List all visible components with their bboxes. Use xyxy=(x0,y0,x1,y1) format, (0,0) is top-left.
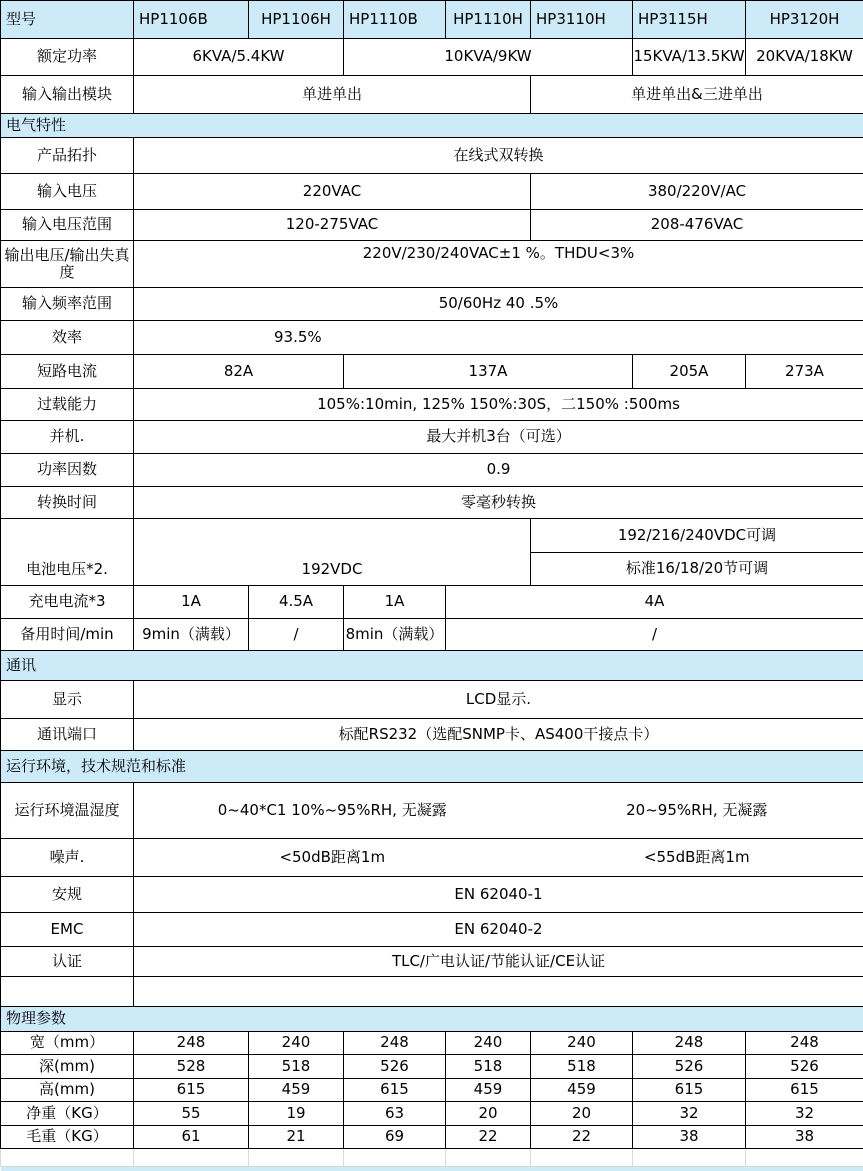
spec-value: 459 xyxy=(531,1079,633,1102)
header-model-hp1106b: HP1106B xyxy=(134,1,249,39)
spec-value: 4A xyxy=(446,586,863,619)
spec-value: 615 xyxy=(633,1079,746,1102)
spec-value: 518 xyxy=(249,1055,344,1079)
row-label: 额定功率 xyxy=(1,39,134,76)
header-model-hp3115h: HP3115H xyxy=(633,1,746,39)
spec-value: 15KVA/13.5KW xyxy=(633,39,746,76)
spec-value: 615 xyxy=(134,1079,249,1102)
header-row xyxy=(1,1,863,39)
row-input-voltage xyxy=(1,174,863,210)
row-label: 净重（KG） xyxy=(1,1102,134,1126)
spec-value: <50dB距离1m xyxy=(134,839,531,877)
row-label: 电池电压*2. xyxy=(1,519,134,586)
spec-value: <55dB距离1m xyxy=(531,839,863,877)
spec-value: 8min（满载） xyxy=(344,619,446,651)
row-label: 备用时间/min xyxy=(1,619,134,651)
spec-value: 20 xyxy=(531,1102,633,1126)
spec-value: 528 xyxy=(134,1055,249,1079)
spec-value: 615 xyxy=(344,1079,446,1102)
spec-value: 9min（满载） xyxy=(134,619,249,651)
row-label: 输入电压范围 xyxy=(1,210,134,241)
spec-value: 240 xyxy=(446,1032,531,1055)
spec-value: 192/216/240VDC可调 xyxy=(531,519,863,553)
row-label: 认证 xyxy=(1,947,134,977)
section-communication xyxy=(1,651,863,681)
row-backup-time xyxy=(1,619,863,651)
section-physical xyxy=(1,1007,863,1032)
spec-value: 208-476VAC xyxy=(531,210,863,241)
row-safety xyxy=(1,877,863,913)
section-environment xyxy=(1,751,863,783)
row-label: 输入电压 xyxy=(1,174,134,210)
spec-value: 105%:10min, 125% 150%:30S，二150% :500ms xyxy=(134,389,863,421)
spec-value: 192VDC xyxy=(134,519,531,586)
empty-cell xyxy=(446,1149,531,1167)
spec-value: 22 xyxy=(531,1126,633,1149)
row-depth xyxy=(1,1055,863,1079)
spec-value: 248 xyxy=(633,1032,746,1055)
spec-value: 518 xyxy=(531,1055,633,1079)
row-charge-current xyxy=(1,586,863,619)
spec-value: 38 xyxy=(633,1126,746,1149)
row-label: 运行环境温湿度 xyxy=(1,783,134,839)
spec-value: 32 xyxy=(633,1102,746,1126)
spec-value: 240 xyxy=(249,1032,344,1055)
spec-value: 32 xyxy=(746,1102,863,1126)
header-model-hp3110h: HP3110H xyxy=(531,1,633,39)
spec-value: 248 xyxy=(134,1032,249,1055)
spec-value: 240 xyxy=(531,1032,633,1055)
row-overload xyxy=(1,389,863,421)
row-power-factor xyxy=(1,454,863,487)
row-transfer-time xyxy=(1,487,863,519)
empty-cell xyxy=(1,1149,134,1167)
spec-value: 459 xyxy=(446,1079,531,1102)
spec-value: 19 xyxy=(249,1102,344,1126)
spec-value: 526 xyxy=(633,1055,746,1079)
spec-value: EN 62040-2 xyxy=(134,913,863,947)
spec-value: 220VAC xyxy=(134,174,531,210)
row-label: 功率因数 xyxy=(1,454,134,487)
row-input-voltage-range xyxy=(1,210,863,241)
spec-value: 单进单出 xyxy=(134,76,531,114)
spec-value: 220V/230/240VAC±1 %。THDU<3% xyxy=(134,241,863,288)
row-certification xyxy=(1,947,863,977)
empty-cell xyxy=(633,1149,746,1167)
row-label: 产品拓扑 xyxy=(1,138,134,174)
empty-cell xyxy=(344,1149,446,1167)
spec-value: 20KVA/18KW xyxy=(746,39,863,76)
spec-value: EN 62040-1 xyxy=(134,877,863,913)
row-label: 过载能力 xyxy=(1,389,134,421)
row-label: 安规 xyxy=(1,877,134,913)
row-label: 输入输出模块 xyxy=(1,76,134,114)
spec-value: 1A xyxy=(344,586,446,619)
spec-value: 22 xyxy=(446,1126,531,1149)
spec-value: 21 xyxy=(249,1126,344,1149)
spec-value: 55 xyxy=(134,1102,249,1126)
row-label: 输出电压/输出失真度 xyxy=(1,241,134,288)
row-width xyxy=(1,1032,863,1055)
spec-value: 4.5A xyxy=(249,586,344,619)
spec-value: LCD显示. xyxy=(134,681,863,719)
spec-value: 518 xyxy=(446,1055,531,1079)
spec-value: 零毫秒转换 xyxy=(134,487,863,519)
section-electrical xyxy=(1,114,863,138)
spec-value: / xyxy=(249,619,344,651)
spec-value: 38 xyxy=(746,1126,863,1149)
header-model-hp1106h: HP1106H xyxy=(249,1,344,39)
spec-value: 526 xyxy=(746,1055,863,1079)
spec-value: 20~95%RH, 无凝露 xyxy=(531,783,863,839)
spec-value: 273A xyxy=(746,355,863,389)
section-title: 通讯 xyxy=(1,651,863,681)
spec-value: 120-275VAC xyxy=(134,210,531,241)
row-gridlines xyxy=(1,1149,863,1167)
spec-value: TLC/广电认证/节能认证/CE认证 xyxy=(134,947,863,977)
row-label: 通讯端口 xyxy=(1,719,134,751)
section-title: 物理参数 xyxy=(1,1007,863,1032)
row-gross-weight xyxy=(1,1126,863,1149)
empty-cell xyxy=(134,1149,249,1167)
bottom-strip xyxy=(1,1167,863,1171)
spec-value: 205A xyxy=(633,355,746,389)
spec-value: 93.5% xyxy=(134,321,863,355)
spec-value: 63 xyxy=(344,1102,446,1126)
row-output-voltage xyxy=(1,241,863,288)
row-label: 输入频率范围 xyxy=(1,288,134,321)
row-empty xyxy=(1,977,863,1007)
spec-value: 50/60Hz 40 .5% xyxy=(134,288,863,321)
spec-value: 标配RS232（选配SNMP卡、AS400干接点卡） xyxy=(134,719,863,751)
row-height xyxy=(1,1079,863,1102)
row-env-temp-humidity xyxy=(1,783,863,839)
row-label: EMC xyxy=(1,913,134,947)
row-rated-power xyxy=(1,39,863,76)
spec-value: 615 xyxy=(746,1079,863,1102)
row-noise xyxy=(1,839,863,877)
spec-value: 61 xyxy=(134,1126,249,1149)
row-display xyxy=(1,681,863,719)
row-label: 显示 xyxy=(1,681,134,719)
row-parallel xyxy=(1,421,863,454)
row-label: 短路电流 xyxy=(1,355,134,389)
row-label: 毛重（KG） xyxy=(1,1126,134,1149)
row-label: 充电电流*3 xyxy=(1,586,134,619)
spec-value: 459 xyxy=(249,1079,344,1102)
row-comm-port xyxy=(1,719,863,751)
spec-value: 在线式双转换 xyxy=(134,138,863,174)
row-efficiency xyxy=(1,321,863,355)
row-battery-voltage-top xyxy=(1,519,863,553)
empty-cell xyxy=(249,1149,344,1167)
empty-cell xyxy=(1,977,134,1007)
row-io-module xyxy=(1,76,863,114)
row-label: 噪声. xyxy=(1,839,134,877)
section-title: 运行环境，技术规范和标准 xyxy=(1,751,863,783)
row-net-weight xyxy=(1,1102,863,1126)
row-emc xyxy=(1,913,863,947)
spec-value: 1A xyxy=(134,586,249,619)
spec-value: 248 xyxy=(344,1032,446,1055)
row-topology xyxy=(1,138,863,174)
row-label: 转换时间 xyxy=(1,487,134,519)
spec-value: 10KVA/9KW xyxy=(344,39,633,76)
spec-value: 526 xyxy=(344,1055,446,1079)
row-label: 深(mm) xyxy=(1,1055,134,1079)
spec-value: 20 xyxy=(446,1102,531,1126)
spec-value: 0.9 xyxy=(134,454,863,487)
spec-value: 最大并机3台（可选） xyxy=(134,421,863,454)
spec-value: 6KVA/5.4KW xyxy=(134,39,344,76)
strip-cell xyxy=(1,1167,863,1171)
header-model-hp1110b: HP1110B xyxy=(344,1,446,39)
spec-value: / xyxy=(446,619,863,651)
spec-value: 标准16/18/20节可调 xyxy=(531,553,863,586)
header-model-hp3120h: HP3120H xyxy=(746,1,863,39)
spec-value: 248 xyxy=(746,1032,863,1055)
empty-cell xyxy=(134,977,863,1007)
row-input-frequency xyxy=(1,288,863,321)
row-label: 宽（mm） xyxy=(1,1032,134,1055)
empty-cell xyxy=(531,1149,633,1167)
spec-value: 69 xyxy=(344,1126,446,1149)
spec-value: 0~40*C1 10%~95%RH, 无凝露 xyxy=(134,783,531,839)
spec-value: 380/220V/AC xyxy=(531,174,863,210)
header-model-label: 型号 xyxy=(1,1,134,39)
spec-value: 137A xyxy=(344,355,633,389)
row-short-circuit xyxy=(1,355,863,389)
row-label: 效率 xyxy=(1,321,134,355)
empty-cell xyxy=(746,1149,863,1167)
header-model-hp1110h: HP1110H xyxy=(446,1,531,39)
row-label: 并机. xyxy=(1,421,134,454)
spec-value: 82A xyxy=(134,355,344,389)
spec-value: 单进单出&三进单出 xyxy=(531,76,863,114)
row-label: 高(mm) xyxy=(1,1079,134,1102)
section-title: 电气特性 xyxy=(1,114,863,138)
